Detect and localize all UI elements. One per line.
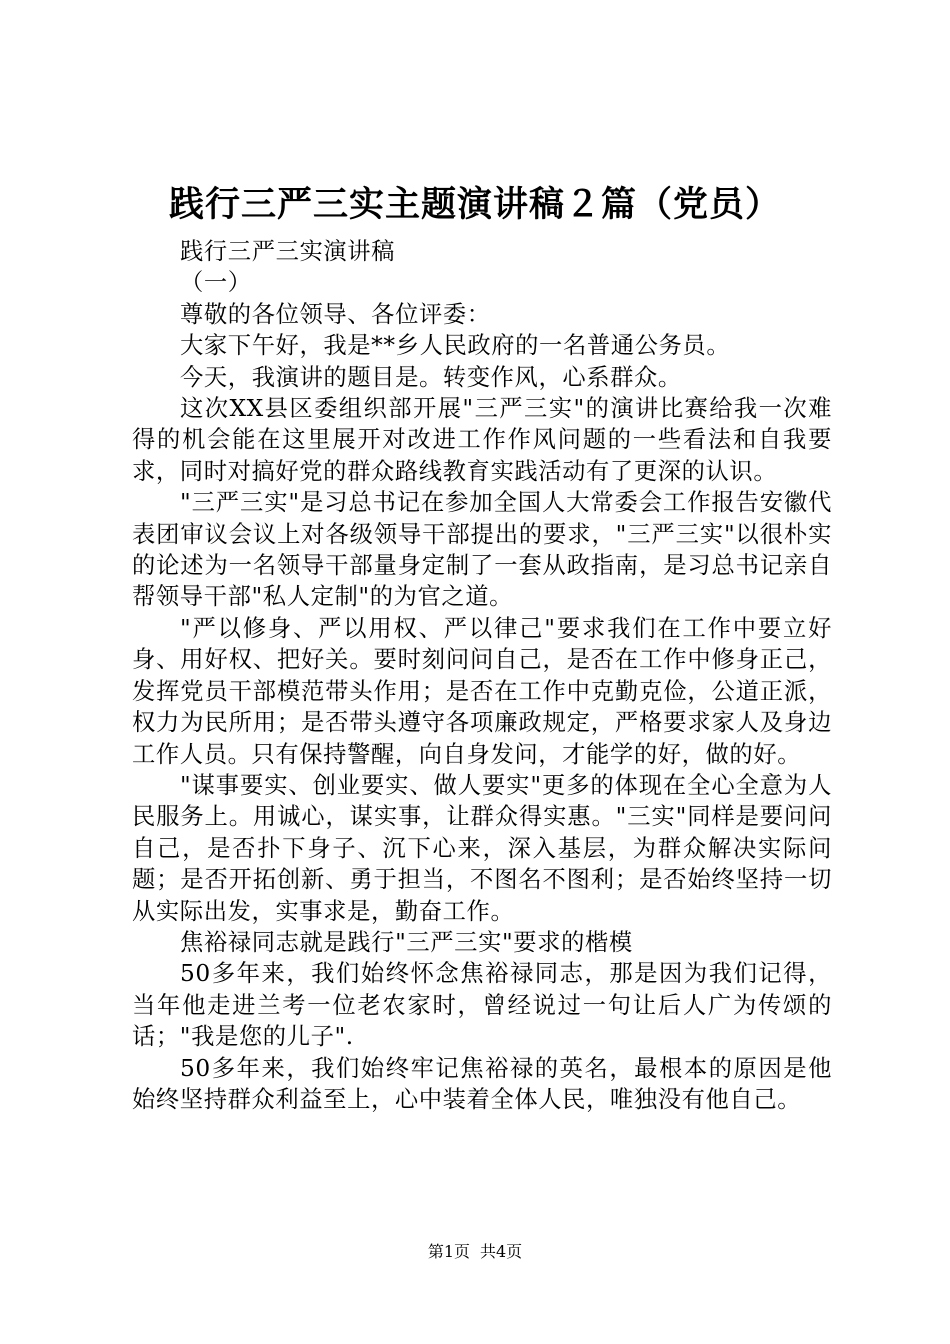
paragraph: "谋事要实、创业要实、做人要实"更多的体现在全心全意为人民服务上。用诚心，谋实事，让群众得实惠。"三实"同样是要问问自己，是否扑下身子、沉下心来，深入基层，为群众解决实际问题；是否开拓创新、勇于担当，不图名不图利；是否始终坚持一切从实际出发，实事求是，勤奋工作。: [132, 771, 832, 925]
paragraph: （一）: [180, 269, 252, 297]
paragraph: 大家下午好，我是**乡人民政府的一名普通公务员。: [180, 332, 731, 360]
paragraph: 今天，我演讲的题目是。转变作风，心系群众。: [180, 363, 682, 391]
paragraph: 50多年来，我们始终怀念焦裕禄同志，那是因为我们记得，当年他走进兰考一位老农家时，曾经说过一句让后人广为传颂的话；"我是您的儿子".: [132, 960, 832, 1051]
paragraph: 焦裕禄同志就是践行"三严三实"要求的楷模: [180, 928, 633, 956]
document-body: [132, 236, 832, 1115]
page-total: 共4页: [480, 1242, 523, 1261]
document-title: 践行三严三实主题演讲稿２篇（党员）: [168, 184, 781, 225]
paragraph: 践行三严三实演讲稿: [180, 238, 396, 265]
paragraph: "严以修身、严以用权、严以律己"要求我们在工作中要立好身、用好权、把好关。要时刻问问自己，是否在工作中修身正己，发挥党员干部模范带头作用；是否在工作中克勤克俭，公道正派，权力为民所用；是否带头遵守各项廉政规定，严格要求家人及身边工作人员。只有保持警醒，向自身发问，才能学的好，做的好。: [132, 614, 832, 768]
paragraph: 50多年来，我们始终牢记焦裕禄的英名，最根本的原因是他始终坚持群众利益至上，心中装着全体人民，唯独没有他自己。: [132, 1054, 832, 1113]
page-footer: [0, 1240, 950, 1264]
paragraph: "三严三实"是习总书记在参加全国人大常委会工作报告安徽代表团审议会议上对各级领导干部提出的要求，"三严三实"以很朴实的论述为一名领导干部量身定制了一套从政指南，是习总书记亲自帮领导干部"私人定制"的为官之道。: [132, 489, 832, 611]
paragraph: 尊敬的各位领导、各位评委：: [180, 300, 491, 328]
paragraph: 这次XX县区委组织部开展"三严三实"的演讲比赛给我一次难得的机会能在这里展开对改进工作作风问题的一些看法和自我要求，同时对搞好党的群众路线教育实践活动有了更深的认识。: [132, 395, 832, 485]
page-number: 第1页: [427, 1242, 470, 1261]
